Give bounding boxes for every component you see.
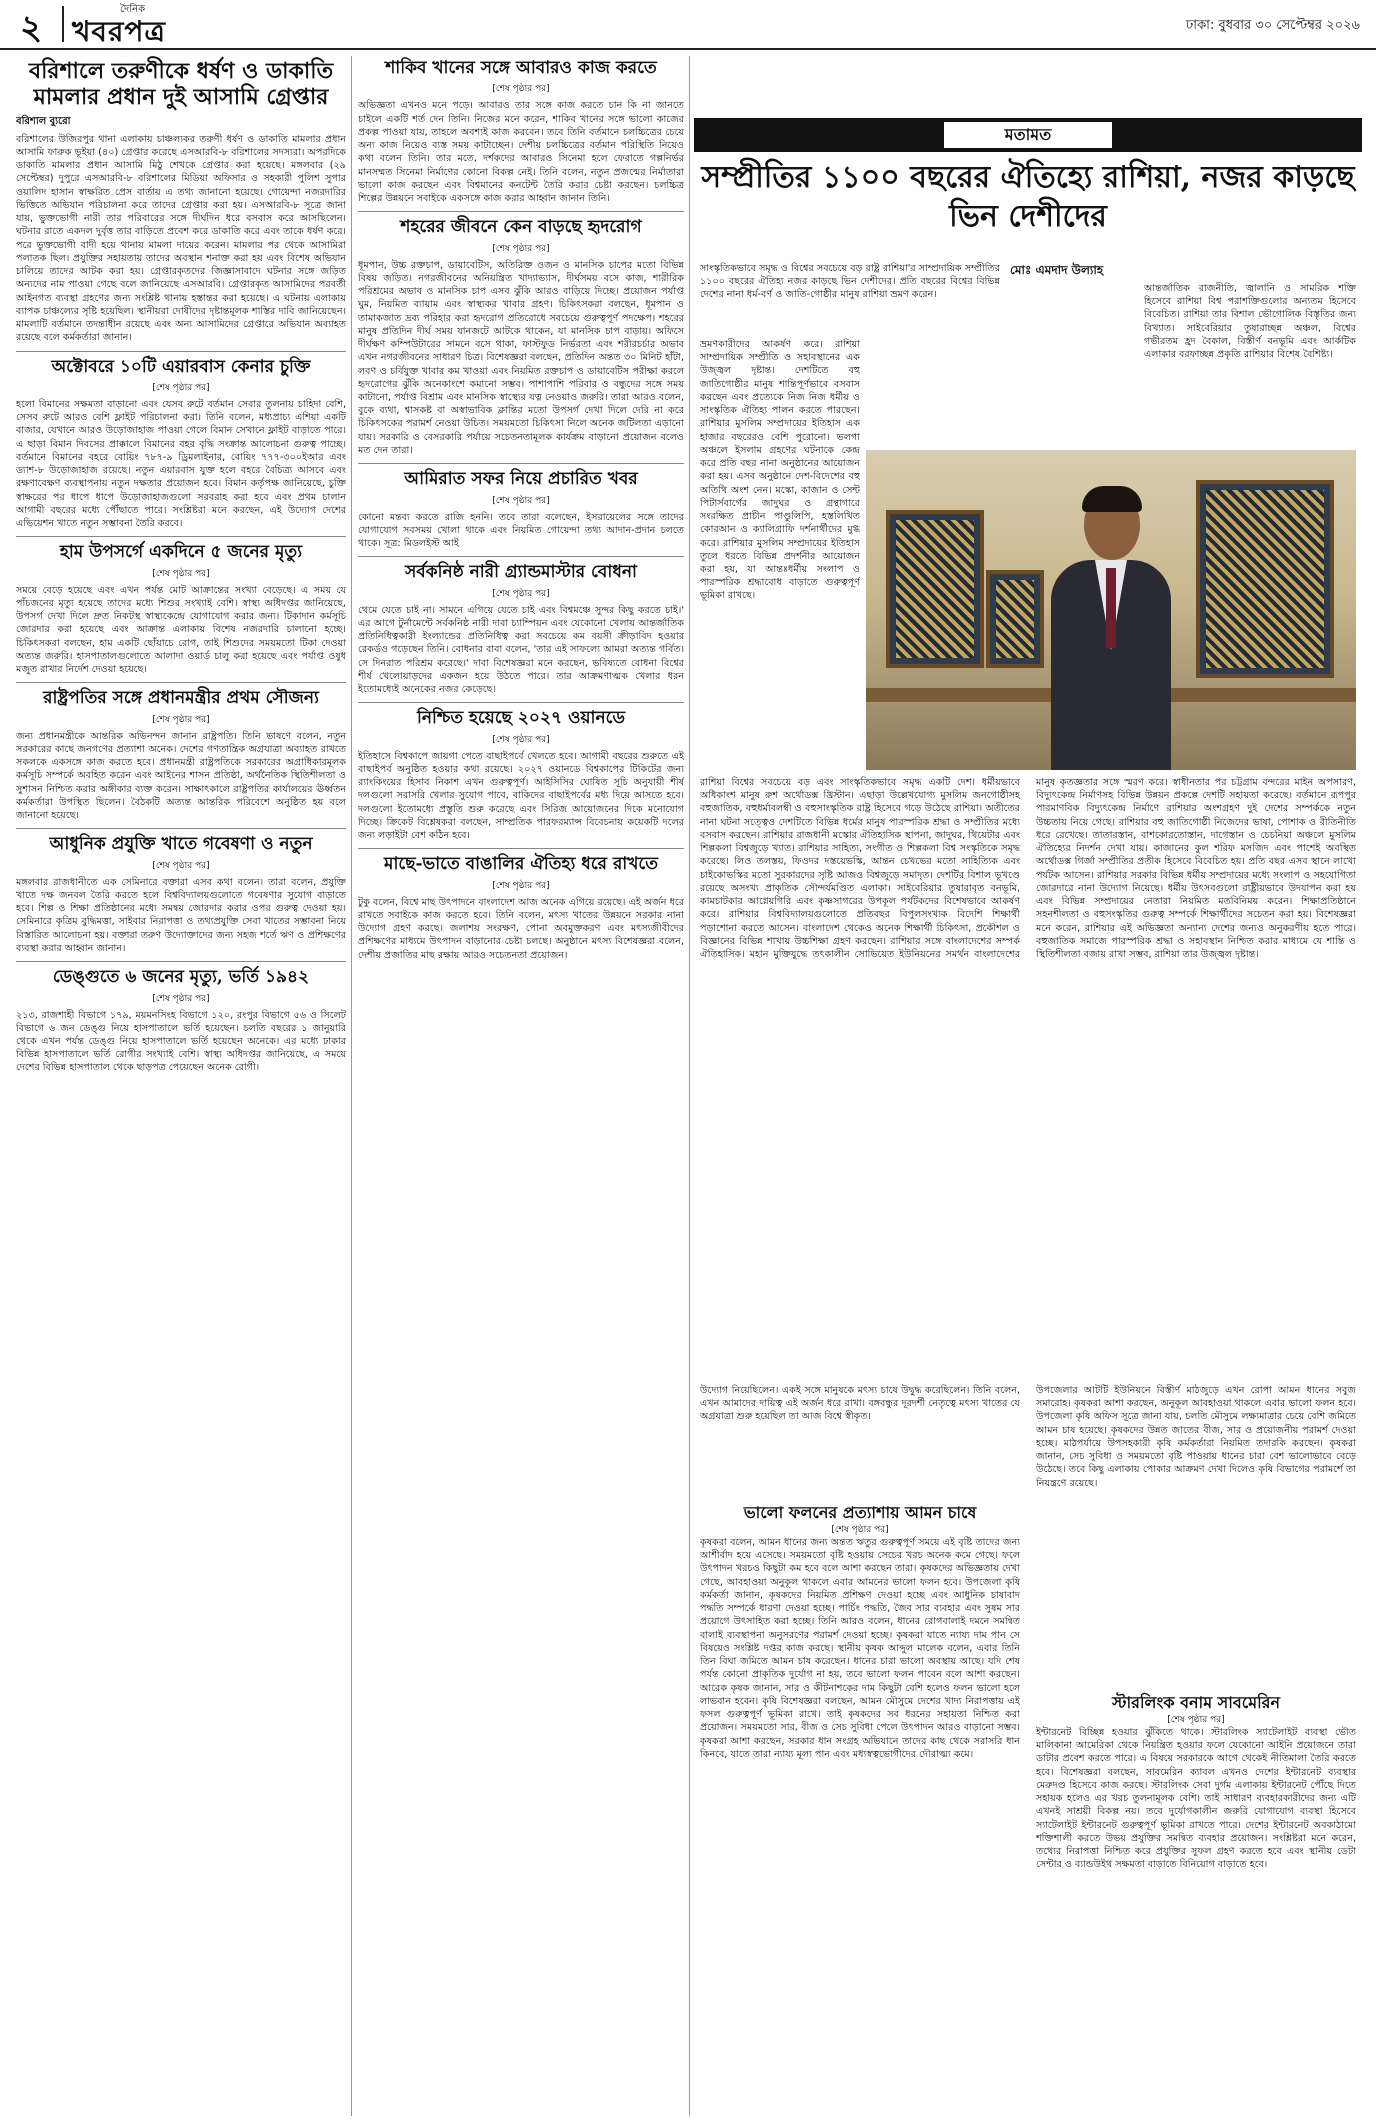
opinion-narrow-column: ভ্রমণকারীদের আকর্ষণ করে। রাশিয়া সাম্প্রদায়িক সম্প্রীতি ও সহাবস্থানের এক উজ্জ্বল দৃষ্টান্ত। দেশটিতে বহু জাতিগোষ্ঠীর মানুষ শান্তিপূর্ণভাবে বসবাস করছেন এবং প্রত্যেকে নিজ নিজ ধর্মীয় ও সাংস্কৃতিক ঐতিহ্য পালন করতে পারছেন। রাশিয়ার মুসলিম সম্প্রদায়ের ইতিহাস এক হাজার বছরেরও বেশি পুরোনো। ভলগা অঞ্চলে ইসলাম গ্রহণের ঘটনাকে কেন্দ্র করে প্রতি বছর নানা অনুষ্ঠানের আয়োজন করা হয়। এসব অনুষ্ঠানে দেশ-বিদেশের বহু অতিথি অংশ নেন। মস্কো, কাজান ও সেন্ট পিটার্সবার্গের জাদুঘর ও গ্রন্থাগারে সংরক্ষিত প্রাচীন পাণ্ডুলিপি, হস্তলিখিত কোরআন ও ক্যালিগ্রাফি দর্শনার্থীদের মুগ্ধ করে। রাশিয়ার মুসলিম সম্প্রদায়ের ইতিহাস তুলে ধরতে বিভিন্ন প্রদর্শনীর আয়োজন করা হয়, যা আন্তঃধর্মীয় সংলাপ ও পারস্পরিক শ্রদ্ধাবোধ বাড়াতে গুরুত্বপূর্ণ ভূমিকা রাখছে। [700, 339, 860, 602]
masthead-divider [62, 6, 64, 42]
news-story [358, 58, 684, 205]
story-body: থেমে যেতে চাই না। সামনে এগিয়ে যেতে চাই এবং বিশ্বমঞ্চে সুন্দর কিছু করতে চাই।' এর আগে টুর্নামেন্টে সর্বকনিষ্ঠ নারী দাবা চ্যাম্পিয়ন এবং যেকোনো খেলায় আন্তর্জাতিক প্রতিনিধিত্বকারী ইংল্যান্ডের প্রতিনিধিত্ব করা সবচেয়ে কম বয়সী ক্রীড়াবিদ হওয়ার রেকর্ডও গড়েছেন তিনি। বোধনার বাবা বলেন, 'তার এই সাফল্যে আমরা অত্যন্ত গর্বিত। সে দিনরাত পরিশ্রম করেছে।' দাবা বিশেষজ্ঞরা মনে করছেন, ভবিষ্যতে বোধনা বিশ্বের শীর্ষ খেলোয়াড়দের একজন হয়ে উঠতে পারে। তার আক্রমণাত্মক খেলার ধরন ইতোমধ্যেই অনেকের নজর কেড়েছে। [358, 604, 684, 696]
story-body: উপজেলার আটটি ইউনিয়নে বিস্তীর্ণ মাঠজুড়ে এখন রোপা আমন ধানের সবুজ সমারোহ। কৃষকরা আশা করছেন, অনুকূল আবহাওয়া থাকলে এবার ভালো ফলন হবে। উপজেলা কৃষি অফিস সূত্রে জানা যায়, চলতি মৌসুমে লক্ষ্যমাত্রার চেয়ে বেশি জমিতে আমন চাষ হয়েছে। কৃষকদের উন্নত জাতের বীজ, সার ও প্রয়োজনীয় পরামর্শ দেওয়া হচ্ছে। মাঠপর্যায়ে উপসহকারী কৃষি কর্মকর্তারা নিয়মিত তদারকি করছেন। কৃষকরা জানান, সেচ সুবিধা ও সময়মতো বৃষ্টি পাওয়ায় ধানের চারা বেশ ভালোভাবে বেড়ে উঠেছে। তবে কিছু এলাকায় পোকার আক্রমণ দেখা দিলেও কৃষি বিভাগের পরামর্শে তা নিয়ন্ত্রণে রয়েছে। [1036, 1385, 1356, 1489]
opinion-photo [866, 450, 1356, 770]
news-story [358, 854, 684, 962]
news-story [16, 542, 346, 676]
news-story [16, 834, 346, 955]
story-body: বরিশালের উজিরপুর থানা এলাকায় চাঞ্চল্যকর তরুণী ধর্ষণ ও ডাকাতি মামলার প্রধান আসামি ফারুক ভূইয়া (৪০) গ্রেপ্তার করেছে এসআরবি-৮ বরিশালের সদস্যরা। অপরদিকে ডাকাতি মামলার প্রধান আসামি মিঠু শেখকে গ্রেপ্তার করা হয়েছে। মঙ্গলবার (২৯ সেপ্টেম্বর) দুপুরে এসআরবি-৮ বরিশালের মিডিয়া অফিসার ও সহকারী পুলিশ সুপার ওয়ালিদ হাসান স্বাক্ষরিত প্রেস বার্তায় এ তথ্য জানানো হয়েছে। গোয়েন্দা নজরদারির ভিত্তিতে অভিযান পরিচালনা করে তাদের গ্রেপ্তার করা হয়। এসআরবি-৮ সূত্রে জানা যায়, ভুক্তভোগী নারী তার পরিবারের সঙ্গে দীর্ঘদিন ধরে বসবাস করে আসছিলেন। ঘটনার রাতে একদল দুর্বৃত্ত তার বাড়িতে প্রবেশ করে ডাকাতি করে এবং তাকে ধর্ষণ করে। পরে ভুক্তভোগী বাদী হয়ে থানায় মামলা দায়ের করেন। মামলার পর থেকে আসামিরা পলাতক ছিল। প্রযুক্তির সহায়তায় তাদের অবস্থান শনাক্ত করা হয় এবং বিশেষ অভিযান চালিয়ে তাদের আটক করা হয়। গ্রেপ্তারকৃতদের জিজ্ঞাসাবাদে ঘটনার সঙ্গে জড়িত অন্যদের নাম পাওয়া গেছে বলে জানিয়েছে এসআরবি। গ্রেপ্তারকৃত আসামিদের পরবর্তী আইনগত ব্যবস্থা গ্রহণের জন্য সংশ্লিষ্ট থানায় হস্তান্তর করা হয়েছে। এ ঘটনায় এলাকায় ব্যাপক চাঞ্চল্যের সৃষ্টি হয়েছিল। স্থানীয়রা দোষীদের দৃষ্টান্তমূলক শাস্তির দাবি জানিয়েছেন। মামলাটি বর্তমানে তদন্তাধীন রয়েছে এবং অন্য আসামিদের গ্রেপ্তারে অভিযান অব্যাহত রয়েছে বলে কর্মকর্তারা জানান। [16, 133, 346, 344]
column-rule [351, 56, 352, 2116]
story-separator [16, 961, 346, 962]
story-separator [358, 848, 684, 849]
photo-frame-small [986, 570, 1044, 668]
story-headline: অক্টোবরে ১০টি এয়ারবাস কেনার চুক্তি [51, 356, 311, 377]
paper-name-small: দৈনিক [120, 4, 146, 15]
story-body: কৃষকরা বলেন, আমন ধানের জন্য অন্তত ঋতুর গুরুত্বপূর্ণ সময়ে এই বৃষ্টি তাদের জন্য আশীর্বাদ হয়ে এসেছে। সময়মতো বৃষ্টি হওয়ায় সেচের খরচ অনেক কমে গেছে। ফলে উৎপাদন খরচও কিছুটা কম হবে বলে আশা করছেন তারা। কৃষকদের অভিজ্ঞতায় দেখা গেছে, আবহাওয়া অনুকূল থাকলে এবার আমনের ভালো ফলন হবে। উপজেলা কৃষি কর্মকর্তা জানান, কৃষকদের নিয়মিত প্রশিক্ষণ দেওয়া হচ্ছে এবং আধুনিক চাষাবাদ পদ্ধতি সম্পর্কে ধারণা দেওয়া হচ্ছে। পার্চিং পদ্ধতি, জৈব সার ব্যবহার এবং সুষম সার প্রয়োগে উৎসাহিত করা হচ্ছে। তিনি আরও বলেন, ধানের রোগবালাই দমনে সমন্বিত বালাই ব্যবস্থাপনা অনুসরণের পরামর্শ দেওয়া হচ্ছে। কৃষকরা যাতে ন্যায্য দাম পান সে বিষয়েও সংশ্লিষ্ট দপ্তর কাজ করছে। স্থানীয় কৃষক আব্দুল মালেক বলেন, এবার তিনি তিন বিঘা জমিতে আমন চাষ করেছেন। ধানের চারা ভালো অবস্থায় আছে। যদি শেষ পর্যন্ত কোনো প্রাকৃতিক দুর্যোগ না হয়, তবে ভালো ফলন পাবেন বলে আশা করছেন। আরেক কৃষক জানান, সার ও কীটনাশকের দাম কিছুটা বেশি হলেও ফলন ভালো হলে লাভবান হবেন। কৃষি বিশেষজ্ঞরা বলছেন, আমন মৌসুমে দেশের খাদ্য নিরাপত্তায় এই ফসল গুরুত্বপূর্ণ ভূমিকা রাখে। তাই কৃষকদের সব ধরনের সহায়তা নিশ্চিত করা প্রয়োজন। সময়মতো সার, বীজ ও সেচ সুবিধা পেলে উৎপাদন আরও বাড়ানো সম্ভব। কৃষকরা আশা করছেন, সরকার ধান সংগ্রহ অভিযানে তাদের কাছ থেকে সরাসরি ধান কিনবে, যাতে তারা ন্যায্য মূল্য পান এবং মধ্যস্বত্বভোগীদের দৌরাত্ম্য কমে। [700, 1537, 1020, 1760]
continued-label: [শেষ পৃষ্ঠার পর] [152, 860, 210, 871]
news-story [16, 58, 346, 345]
photo-frame-right [1196, 480, 1334, 678]
story-byline: বরিশাল ব্যুরো [16, 115, 71, 127]
masthead [0, 0, 1376, 50]
story-headline: সর্বকনিষ্ঠ নারী গ্র্যান্ডমাস্টার বোধনা [405, 562, 637, 583]
opinion-body: রাশিয়া বিশ্বের সবচেয়ে বড় এবং সাংস্কৃতিকভাবে সমৃদ্ধ একটি দেশ। ধর্মীয়ভাবে অধিকাংশ মানুষ রুশ অর্থোডক্স খ্রিস্টান। এছাড়া উল্লেখযোগ্য মুসলিম জনগোষ্ঠীসহ বহুজাতিক, বহুধর্মাবলম্বী ও বহুসাংস্কৃতিক রাষ্ট্র হিসেবে গড়ে উঠেছে রাশিয়া। অতীতের নানা ঘটনা সত্ত্বেও দেশটিতে বিভিন্ন ধর্মের মানুষ পারস্পরিক শ্রদ্ধা ও সম্প্রীতির মধ্যে বসবাস করছেন। রাশিয়ার রাজধানী মস্কোর ঐতিহাসিক স্থাপনা, জাদুঘর, থিয়েটার এবং শিল্পকলা বিশ্বজুড়ে খ্যাত। রাশিয়ার সাহিত্য, সংগীত ও শিল্পকলা বিশ্ব সংস্কৃতিকে সমৃদ্ধ করেছে। লিও তলস্তয়, ফিওদর দস্তয়েভস্কি, আন্তন চেখভের মতো সাহিত্যিক এবং চাইকোভস্কির মতো সুরকারদের সৃষ্টি আজও বিশ্বজুড়ে সমাদৃত। দেশটির বিশাল ভূখণ্ডে রয়েছে অসংখ্য প্রাকৃতিক সৌন্দর্যমণ্ডিত এলাকা। সাইবেরিয়ার তুষারাবৃত বনভূমি, কামচাটকার আগ্নেয়গিরি এবং কৃষ্ণসাগরের উপকূল পর্যটকদের বিশেষভাবে আকর্ষণ করে। রাশিয়ার বিশ্ববিদ্যালয়গুলোতে প্রতিবছর বিপুলসংখ্যক বিদেশি শিক্ষার্থী পড়াশোনা করতে আসেন। বাংলাদেশ থেকেও অনেক শিক্ষার্থী চিকিৎসা, প্রকৌশল ও বিজ্ঞানের বিভিন্ন শাখায় উচ্চশিক্ষা গ্রহণ করছেন। রাশিয়ার সঙ্গে বাংলাদেশের সম্পর্ক ঐতিহাসিক। মহান মুক্তিযুদ্ধে তৎকালীন সোভিয়েত ইউনিয়নের সমর্থন বাংলাদেশের মানুষ কৃতজ্ঞতার সঙ্গে স্মরণ করে। স্বাধীনতার পর চট্টগ্রাম বন্দরের মাইন অপসারণ, বিদ্যুৎকেন্দ্র নির্মাণসহ বিভিন্ন উন্নয়ন প্রকল্পে দেশটি সহায়তা করেছে। বর্তমানে রূপপুর পারমাণবিক বিদ্যুৎকেন্দ্র নির্মাণে রাশিয়ার অংশগ্রহণ দুই দেশের সম্পর্ককে নতুন উচ্চতায় নিয়ে গেছে। রাশিয়ার বহু জাতিগোষ্ঠী নিজেদের ভাষা, পোশাক ও রীতিনীতি ধরে রেখেছে। তাতারস্তান, বাশকোরতোস্তান, দাগেস্তান ও চেচনিয়া অঞ্চলে মুসলিম ঐতিহ্যের নিদর্শন দেখা যায়। কাজানের কুল শরিফ মসজিদ এবং পাশেই অবস্থিত অর্থোডক্স গির্জা সম্প্রীতির প্রতীক হিসেবে বিবেচিত হয়। প্রতি বছর এসব স্থানে লাখো পর্যটক আসেন। রাশিয়ার সরকার বিভিন্ন ধর্মীয় সম্প্রদায়ের মধ্যে সংলাপ ও সহযোগিতা জোরদারে নানা উদ্যোগ নিয়েছে। ধর্মীয় উৎসবগুলো রাষ্ট্রীয়ভাবে উদযাপন করা হয় এবং বিভিন্ন সম্প্রদায়ের নেতারা নিয়মিত মতবিনিময় করেন। শিক্ষাপ্রতিষ্ঠানে সহনশীলতা ও বহুসংস্কৃতির গুরুত্ব সম্পর্কে শিক্ষার্থীদের সচেতন করা হয়। বিশেষজ্ঞরা মনে করেন, রাশিয়ার এই অভিজ্ঞতা অন্যান্য দেশের জন্যও অনুকরণীয় হতে পারে। বহুজাতিক সমাজে পারস্পরিক শ্রদ্ধা ও সহাবস্থান নিশ্চিত করার মাধ্যমে যে শান্তি ও স্থিতিশীলতা বজায় রাখা সম্ভব, রাশিয়া তার উজ্জ্বল দৃষ্টান্ত। [700, 777, 1356, 961]
story-separator [16, 351, 346, 352]
story-headline: স্টারলিংক বনাম সাবমেরিন [1111, 1693, 1281, 1712]
continued-label: [শেষ পৃষ্ঠার পর] [152, 714, 210, 725]
story-headline: শহরের জীবনে কেন বাড়ছে হৃদরোগ [400, 217, 642, 238]
story-separator [16, 682, 346, 683]
opinion-body-continued: উদ্যোগ নিয়েছিলেন। একই সঙ্গে মানুষকে মৎস্য চাষে উদ্বুদ্ধ করেছিলেন। তিনি বলেন, এখন আমাদের দায়িত্ব এই অর্জন ধরে রাখা। বঙ্গবন্ধুর দূরদর্শী নেতৃত্বে মৎস্য খাতের যে অগ্রযাত্রা শুরু হয়েছিল তা আজ বিশ্বে স্বীকৃত। [700, 1385, 1020, 1423]
date-line: ঢাকা: বুধবার ৩০ সেপ্টেম্বর ২০২৬ [1185, 18, 1360, 33]
story-separator [16, 536, 346, 537]
story-separator [16, 828, 346, 829]
story-separator [358, 463, 684, 464]
opinion-banner [694, 118, 1362, 152]
paper-name: খবরপত্র [72, 15, 166, 48]
opinion-label: মতামত [944, 122, 1112, 148]
story-body: ধূমপান, উচ্চ রক্তচাপ, ডায়াবেটিস, অতিরিক্ত ওজন ও মানসিক চাপের মতো বিভিন্ন বিষয় জড়িত। নগরজীবনের অনিয়ন্ত্রিত খাদ্যাভ্যাস, দীর্ঘসময় বসে কাজ, শারীরিক পরিশ্রমের অভাব ও মানসিক চাপ এসব ঝুঁকি আরও বাড়িয়ে দিচ্ছে। প্রয়োজন পর্যাপ্ত ঘুম, নিয়মিত ব্যায়াম এবং স্বাস্থ্যকর খাবার গ্রহণ। চিকিৎসকরা বলছেন, ধূমপান ও তামাকজাত দ্রব্য পরিহার করা হৃদরোগ প্রতিরোধে সবচেয়ে গুরুত্বপূর্ণ পদক্ষেপ। শহরের মানুষ প্রতিদিন দীর্ঘ সময় যানজটে আটকে থাকেন, যা মানসিক চাপ বাড়ায়। অফিসে দীর্ঘক্ষণ কম্পিউটারের সামনে বসে থাকা, ফাস্টফুড নির্ভরতা এবং শরীরচর্চার অভাব এখন নগরজীবনের সাধারণ চিত্র। বিশেষজ্ঞরা বলছেন, প্রতিদিন অন্তত ৩০ মিনিট হাঁটা, লবণ ও চর্বিযুক্ত খাবার কম খাওয়া এবং নিয়মিত রক্তচাপ ও ডায়াবেটিস পরীক্ষা করলে হৃদরোগের ঝুঁকি অনেকাংশে কমানো সম্ভব। পাশাপাশি পরিবার ও বন্ধুদের সঙ্গে সময় কাটানো, পর্যাপ্ত বিশ্রাম এবং মানসিক স্বাস্থ্যের যত্ন নেওয়াও জরুরি। তারা আরও বলেন, বুকে ব্যথা, শ্বাসকষ্ট বা অস্বাভাবিক ক্লান্তির মতো উপসর্গ দেখা দিলে দেরি না করে চিকিৎসকের পরামর্শ নেওয়া উচিত। সময়মতো চিকিৎসা নিলে অনেক জটিলতা এড়ানো যায়। সরকারি ও বেসরকারি পর্যায়ে সচেতনতামূলক কার্যক্রম বাড়ানো প্রয়োজন বলেও মত দেন তারা। [358, 259, 684, 456]
story-separator [358, 702, 684, 703]
continued-label: [শেষ পৃষ্ঠার পর] [152, 382, 210, 393]
story-headline: হাম উপসর্গে একদিনে ৫ জনের মৃত্যু [59, 542, 303, 563]
news-story [16, 688, 346, 822]
author-portrait [1051, 490, 1171, 770]
continued-label: [শেষ পৃষ্ঠার পর] [152, 993, 210, 1004]
story-headline: বরিশালে তরুণীকে ধর্ষণ ও ডাকাতি মামলার প্রধান দুই আসামি গ্রেপ্তার [28, 58, 334, 111]
story-separator [358, 211, 684, 212]
opinion-author: মোঃ এমদাদ উল্যাহ [1010, 263, 1104, 277]
photo-frame-left [886, 510, 984, 668]
story-body: অভিজ্ঞতা এখনও মনে পড়ে। আবারও তার সঙ্গে কাজ করতে চান কি না জানতে চাইলে একটি শর্ত দেন তিনি। নিজের মনে করেন, শাকিব খানের সঙ্গে ভালো কাজের প্রকল্প পাওয়া যায়, তাহলে অবশ্যই কাজ করবেন। তবে তিনি বর্তমানে চলচ্চিত্রের চেয়ে অন্য কাজ নিয়েও ব্যস্ত সময় কাটাচ্ছেন। দেশীয় চলচ্চিত্রের বর্তমান পরিস্থিতি নিয়েও কথা বলেন তিনি। তার মতে, দর্শকদের আবারও সিনেমা হলে ফেরাতে গল্পনির্ভর মানসম্মত সিনেমা নির্মাণের কোনো বিকল্প নেই। তিনি বলেন, নতুন প্রজন্মের নির্মাতারা ভালো কাজ করছেন এবং বিশ্বমানের কনটেন্ট তৈরি করার চেষ্টা করছেন। চলচ্চিত্র শিল্পের উন্নয়নে সবাইকে একসঙ্গে কাজ করার আহ্বান জানান তিনি। [358, 100, 684, 205]
story-body: ২১৩, রাজশাহী বিভাগে ১৭৯, ময়মনসিংহ বিভাগে ১২০, রংপুর বিভাগে ৫৬ ও সিলেট বিভাগে ৬ জন ডেঙ্গু নিয়ে হাসপাতালে ভর্তি হয়েছেন। চলতি বছরের ১ জানুয়ারি থেকে এখন পর্যন্ত ডেঙ্গু নিয়ে হাসপাতালে ভর্তি হয়েছেন অনেকে। এর মধ্যে ঢাকার বিভিন্ন হাসপাতালে ভর্তি রোগীর সংখ্যাই বেশি। স্বাস্থ্য অধিদপ্তর জানিয়েছে, এ সময়ে দেশের বিভিন্ন হাসপাতাল থেকে ছাড়পত্র পেয়েছেন অনেক রোগী। [16, 1009, 346, 1074]
news-story [358, 562, 684, 696]
continued-label: [শেষ পৃষ্ঠার পর] [492, 243, 550, 254]
continued-label: [শেষ পৃষ্ঠার পর] [1167, 1715, 1225, 1725]
story-headline: মাছে-ভাতে বাঙালির ঐতিহ্য ধরে রাখতে [384, 854, 658, 875]
story-headline: ভালো ফলনের প্রত্যাশায় আমন চাষে [743, 1503, 977, 1522]
news-story [358, 469, 684, 550]
story-headline: নিশ্চিত হয়েছে ২০২৭ ওয়ানডে [417, 708, 625, 729]
story-body: সময়ে বেড়ে হয়েছে এবং এখন পর্যন্ত মোট আক্রান্তের সংখ্যা বেড়েছে। এ সময় যে পাঁচজনের মৃত্যু হয়েছে তাদের মধ্যে শিশুর সংখ্যাই বেশি। স্বাস্থ্য অধিদপ্তর জানিয়েছে, উপসর্গ দেখা দিলে দ্রুত নিকটস্থ স্বাস্থ্যকেন্দ্রে যোগাযোগ করার জন্য। টিকাদান কর্মসূচি জোরদার করা হয়েছে এবং আক্রান্ত এলাকায় বিশেষ নজরদারি চালানো হচ্ছে। চিকিৎসকরা বলছেন, হাম একটি ছোঁয়াচে রোগ, তাই শিশুদের সময়মতো টিকা দেওয়া অত্যন্ত জরুরি। হাসপাতালগুলোতে আলাদা ওয়ার্ড চালু করা হয়েছে এবং পর্যাপ্ত ওষুধ মজুত রাখার নির্দেশ দেওয়া হয়েছে। [16, 584, 346, 676]
opinion-headline: সম্প্রীতির ১১০০ বছরের ঐতিহ্যে রাশিয়া, নজর কাড়ছে ভিন দেশীদের [701, 160, 1355, 234]
story-body: হলো বিমানের সক্ষমতা বাড়ানো এবং যেসব রুটে বর্তমান সেবার তুলনায় চাহিদা বেশি, সেসব রুটে আরও বেশি ফ্লাইট পরিচালনা করা। তিনি বলেন, মধ্যপ্রাচ্য এশিয়া একটি বাজার, যেখানে আরও উড়োজাহাজ পাওয়া গেলে বিমান সেখানে ফ্লাইট বাড়াতে পারে। এ ছাড়া বিমান দিবসের প্রাক্কালে বিমানের বহর বৃদ্ধি সংক্রান্ত আলোচনা গুরুত্ব পাচ্ছে। বর্তমানে বিমানের বহরে বোয়িং ৭৮৭-৯ ড্রিমলাইনার, বোয়িং ৭৭৭-৩০০ইআর এবং ড্যাশ-৮ উড়োজাহাজ রয়েছে। নতুন এয়ারবাস যুক্ত হলে বহরে বৈচিত্র্য আসবে এবং রক্ষণাবেক্ষণ ব্যবস্থাপনায় নতুন দক্ষতার প্রয়োজন হবে। বিমান কর্তৃপক্ষ জানিয়েছে, চুক্তি স্বাক্ষরের পর ধাপে ধাপে উড়োজাহাজগুলো সরবরাহ করা হবে এবং প্রথম চালান আগামী বছরের মধ্যে পৌঁছাতে পারে। সংশ্লিষ্টরা মনে করছেন, এই উদ্যোগ দেশের এভিয়েশন খাতে নতুন সম্ভাবনা তৈরি করবে। [16, 398, 346, 530]
story-headline: শাকিব খানের সঙ্গে আবারও কাজ করতে [385, 58, 657, 78]
continued-label: [শেষ পৃষ্ঠার পর] [152, 568, 210, 579]
news-story [358, 217, 684, 457]
column-1 [16, 56, 346, 2116]
story-headline: ডেঙ্গুতে ৬ জনের মৃত্যু, ভর্তি ১৯৪২ [52, 967, 310, 988]
story-separator [358, 556, 684, 557]
story-headline: আমিরাত সফর নিয়ে প্রচারিত খবর [404, 469, 638, 490]
opinion-lead-left: সাংস্কৃতিকভাবে সমৃদ্ধ ও বিশ্বের সবচেয়ে বড় রাষ্ট্র রাশিয়া'র সাম্প্রদায়িক সম্প্রীতির ১১০০ বছরের ঐতিহ্য নজর কাড়ছে ভিন দেশীদের। প্রতি বছরের বিশ্বের বিভিন্ন দেশের নানা ধর্ম-বর্ণ ও জাতি-গোষ্ঠীর মানুষ রাশিয়া ভ্রমণ করেন। [700, 263, 1000, 301]
story-body: জন্য প্রধানমন্ত্রীকে আন্তরিক অভিনন্দন জানান রাষ্ট্রপতি। তিনি ভাষণে বলেন, নতুন সরকারের কাছে জনগণের প্রত্যাশা অনেক। দেশের গণতান্ত্রিক অগ্রযাত্রা অব্যাহত রাখতে সকলকে একসঙ্গে কাজ করতে হবে। প্রধানমন্ত্রী রাষ্ট্রপতিকে সরকারের অগ্রাধিকারমূলক কর্মসূচি সম্পর্কে অবহিত করেন এবং আইনের শাসন প্রতিষ্ঠা, অর্থনৈতিক স্থিতিশীলতা ও সুশাসন নিশ্চিত করার অঙ্গীকার ব্যক্ত করেন। সাক্ষাৎকালে রাষ্ট্রপতির কার্যালয়ের ঊর্ধ্বতন কর্মকর্তারা উপস্থিত ছিলেন। বৈঠকটি অত্যন্ত আন্তরিক পরিবেশে অনুষ্ঠিত হয় বলে জানানো হয়েছে। [16, 730, 346, 822]
story-body: টুকু বলেন, বিশ্বে মাছ উৎপাদনে বাংলাদেশ আজ অনেক এগিয়ে রয়েছে। এই অর্জন ধরে রাখতে সবাইকে কাজ করতে হবে। তিনি বলেন, মৎস্য খাতের উন্নয়নে সরকার নানা উদ্যোগ গ্রহণ করছে। জলাশয় সংরক্ষণ, পোনা অবমুক্তকরণ এবং মৎস্যজীবীদের প্রশিক্ষণের মাধ্যমে উৎপাদন বাড়ানোর চেষ্টা চলছে। অনুষ্ঠানে মৎস্য বিশেষজ্ঞরা বলেন, দেশীয় প্রজাতির মাছ রক্ষায় আরও সচেতনতা প্রয়োজন। [358, 896, 684, 961]
news-story [358, 708, 684, 842]
news-story [16, 967, 346, 1075]
story-headline: আধুনিক প্রযুক্তি খাতে গবেষণা ও নতুন [49, 834, 313, 855]
story-body: ইন্টারনেট বিচ্ছিন্ন হওয়ার ঝুঁকিতে থাকে। স্টারলিংক স্যাটেলাইট ব্যবস্থা ভৌত মালিকানা আমেরিকা থেকে নিয়ন্ত্রিত হওয়ার ফলে যেকোনো আইনি প্রয়োজনে তারা ডাটার প্রবেশ করতে পারে। এ বিষয়ে সরকারকে আগে থেকেই নীতিমালা তৈরি করতে হবে। বিশেষজ্ঞরা বলছেন, সাবমেরিন ক্যাবল এখনও দেশের ইন্টারনেট ব্যবস্থার মেরুদণ্ড হিসেবে কাজ করছে। স্টারলিংক সেবা দুর্গম এলাকায় ইন্টারনেট পৌঁছে দিতে সহায়ক হলেও এর খরচ তুলনামূলক বেশি। তাই সাধারণ ব্যবহারকারীদের জন্য এটি এখনই সাশ্রয়ী বিকল্প নয়। তবে দুর্যোগকালীন জরুরি যোগাযোগ ব্যবস্থা হিসেবে স্যাটেলাইট ইন্টারনেট গুরুত্বপূর্ণ ভূমিকা রাখতে পারে। দেশের ইন্টারনেট অবকাঠামো শক্তিশালী করতে উভয় প্রযুক্তির সমন্বিত ব্যবহার প্রয়োজন। সংশ্লিষ্টরা মনে করেন, তথ্যের নিরাপত্তা নিশ্চিত করে প্রযুক্তির সুফল গ্রহণ করতে হবে এবং স্থানীয় ডেটা সেন্টার ও ব্যান্ডউইথ সক্ষমতা বাড়াতে বিনিয়োগ বাড়াতে হবে। [1036, 1727, 1356, 1871]
story-body: কোনো মন্তব্য করতে রাজি হননি। তবে তারা বলেছেন, ইসরায়েলের সঙ্গে তাদের যোগাযোগ সবসময় খোলা থাকে এবং নিয়মিত গোয়েন্দা তথ্য আদান-প্রদান চলতে থাকে। সূত্র: মিডলইস্ট আই [358, 511, 684, 550]
continued-label: [শেষ পৃষ্ঠার পর] [492, 880, 550, 891]
story-headline: রাষ্ট্রপতির সঙ্গে প্রধানমন্ত্রীর প্রথম সৌজন্য [43, 688, 319, 709]
story-body: মঙ্গলবার রাজধানীতে এক সেমিনারে বক্তারা এসব কথা বলেন। তারা বলেন, প্রযুক্তি খাতে দক্ষ জনবল তৈরি করতে হলে বিশ্ববিদ্যালয়গুলোতে গবেষণার সুযোগ বাড়াতে হবে। শিল্প ও শিক্ষা প্রতিষ্ঠানের মধ্যে সমন্বয় জোরদার করার ওপর গুরুত্ব দেওয়া হয়। সেমিনারে কৃত্রিম বুদ্ধিমত্তা, সাইবার নিরাপত্তা ও তথ্যপ্রযুক্তি সেবা খাতের সম্ভাবনা নিয়ে বিস্তারিত আলোচনা হয়। বক্তারা তরুণ উদ্যোক্তাদের জন্য সহজ শর্তে ঋণ ও প্রশিক্ষণের ব্যবস্থা করার আহ্বান জানান। [16, 876, 346, 954]
continued-label: [শেষ পৃষ্ঠার পর] [492, 588, 550, 599]
continued-label: [শেষ পৃষ্ঠার পর] [831, 1525, 889, 1535]
column-rule [689, 56, 690, 2116]
column-2 [358, 56, 684, 2116]
opinion-lead-right: আন্তর্জাতিক রাজনীতি, জ্বালানি ও সামরিক শক্তি হিসেবে রাশিয়া বিশ্ব পরাশক্তিগুলোর অন্যতম হিসেবে বিবেচিত। রাশিয়া তার বিশাল ভৌগোলিক বিস্তৃতির জন্য বিখ্যাত। সাইবেরিয়ার তুষারাচ্ছন্ন অঞ্চল, বিশ্বের গভীরতম হ্রদ বৈকাল, বিস্তীর্ণ বনভূমি এবং আর্কটিক এলাকার বরফাচ্ছন্ন প্রকৃতি রাশিয়ার বিশেষ বৈশিষ্ট্য। [1144, 283, 1356, 361]
continued-label: [শেষ পৃষ্ঠার পর] [492, 734, 550, 745]
story-body: ইতিহাসে বিশ্বকাপে জায়গা পেতে বাছাইপর্বে খেলতে হবে। আগামী বছরের শুরুতে এই বাছাইপর্ব অনুষ্ঠিত হওয়ার কথা রয়েছে। ২০২৭ ওয়ানডে বিশ্বকাপের টিকিটের জন্য র‍্যাংকিংয়ের হিসাব নিকাশ এখন গুরুত্বপূর্ণ। আইসিসির ঘোষিত সূচি অনুযায়ী শীর্ষ দলগুলো সরাসরি খেলার সুযোগ পাবে, বাকিদের বাছাইপর্বের মধ্য দিয়ে আসতে হবে। দলগুলো ইতোমধ্যে প্রস্তুতি শুরু করেছে এবং সিরিজ আয়োজনের দিকে মনোযোগ দিচ্ছে। ক্রিকেট বিশ্লেষকরা বলছেন, সাম্প্রতিক পারফরম্যান্স বিবেচনায় কয়েকটি দলের জন্য লড়াইটা বেশ কঠিন হবে। [358, 750, 684, 842]
continued-label: [শেষ পৃষ্ঠার পর] [492, 84, 550, 95]
page-number: ২ [20, 8, 43, 48]
continued-label: [শেষ পৃষ্ঠার পর] [492, 495, 550, 506]
news-story [16, 357, 346, 531]
